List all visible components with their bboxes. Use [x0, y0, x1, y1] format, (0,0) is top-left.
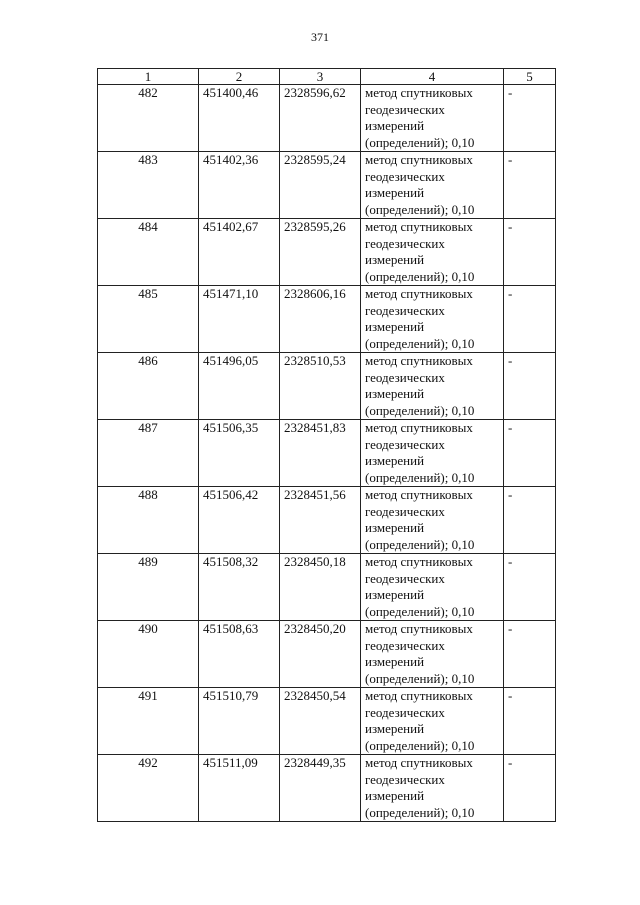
page-number: 371 [311, 30, 329, 44]
coordinate-x: 451402,67 [199, 219, 280, 286]
coordinate-x: 451506,42 [199, 487, 280, 554]
note: - [504, 152, 556, 219]
column-header-4: 4 [361, 69, 504, 85]
method-accuracy: метод спутниковых геодезических измерений (определений); 0,10 [361, 353, 504, 420]
table-row [98, 353, 556, 420]
note: - [504, 85, 556, 152]
table-row [98, 487, 556, 554]
note: - [504, 286, 556, 353]
coordinate-x: 451511,09 [199, 755, 280, 822]
table-row [98, 420, 556, 487]
note: - [504, 219, 556, 286]
point-number: 491 [98, 688, 199, 755]
method-accuracy: метод спутниковых геодезических измерений (определений); 0,10 [361, 554, 504, 621]
coordinate-x: 451471,10 [199, 286, 280, 353]
note: - [504, 621, 556, 688]
method-accuracy: метод спутниковых геодезических измерений (определений); 0,10 [361, 152, 504, 219]
method-accuracy: метод спутниковых геодезических измерений (определений); 0,10 [361, 420, 504, 487]
point-number: 486 [98, 353, 199, 420]
table-row [98, 755, 556, 822]
table-row [98, 621, 556, 688]
coordinate-x: 451400,46 [199, 85, 280, 152]
note: - [504, 420, 556, 487]
table-row [98, 219, 556, 286]
coordinate-y: 2328451,83 [280, 420, 361, 487]
method-accuracy: метод спутниковых геодезических измерений (определений); 0,10 [361, 621, 504, 688]
point-number: 488 [98, 487, 199, 554]
coordinate-x: 451506,35 [199, 420, 280, 487]
coordinate-x: 451508,63 [199, 621, 280, 688]
method-accuracy: метод спутниковых геодезических измерений (определений); 0,10 [361, 286, 504, 353]
coordinate-y: 2328450,18 [280, 554, 361, 621]
note: - [504, 688, 556, 755]
point-number: 487 [98, 420, 199, 487]
column-header-5: 5 [504, 69, 556, 85]
method-accuracy: метод спутниковых геодезических измерений (определений); 0,10 [361, 688, 504, 755]
coordinate-y: 2328595,24 [280, 152, 361, 219]
coordinate-y: 2328510,53 [280, 353, 361, 420]
point-number: 492 [98, 755, 199, 822]
coordinate-x: 451508,32 [199, 554, 280, 621]
coordinate-y: 2328449,35 [280, 755, 361, 822]
coordinate-y: 2328596,62 [280, 85, 361, 152]
coordinate-y: 2328450,20 [280, 621, 361, 688]
coordinate-y: 2328451,56 [280, 487, 361, 554]
coordinate-y: 2328595,26 [280, 219, 361, 286]
coordinate-x: 451402,36 [199, 152, 280, 219]
point-number: 482 [98, 85, 199, 152]
coordinate-y: 2328606,16 [280, 286, 361, 353]
point-number: 483 [98, 152, 199, 219]
table-row [98, 688, 556, 755]
point-number: 485 [98, 286, 199, 353]
coordinate-x: 451510,79 [199, 688, 280, 755]
table-row [98, 286, 556, 353]
note: - [504, 353, 556, 420]
point-number: 489 [98, 554, 199, 621]
table-row [98, 152, 556, 219]
column-header-2: 2 [199, 69, 280, 85]
table-body [98, 85, 556, 822]
header-row [98, 69, 556, 85]
coordinate-y: 2328450,54 [280, 688, 361, 755]
note: - [504, 554, 556, 621]
coordinates-table [97, 68, 556, 822]
table-row [98, 85, 556, 152]
method-accuracy: метод спутниковых геодезических измерений (определений); 0,10 [361, 85, 504, 152]
column-header-1: 1 [98, 69, 199, 85]
column-header-3: 3 [280, 69, 361, 85]
point-number: 490 [98, 621, 199, 688]
method-accuracy: метод спутниковых геодезических измерений (определений); 0,10 [361, 487, 504, 554]
method-accuracy: метод спутниковых геодезических измерений (определений); 0,10 [361, 755, 504, 822]
note: - [504, 487, 556, 554]
table-header [98, 69, 556, 85]
coordinate-x: 451496,05 [199, 353, 280, 420]
method-accuracy: метод спутниковых геодезических измерений (определений); 0,10 [361, 219, 504, 286]
table-row [98, 554, 556, 621]
note: - [504, 755, 556, 822]
point-number: 484 [98, 219, 199, 286]
